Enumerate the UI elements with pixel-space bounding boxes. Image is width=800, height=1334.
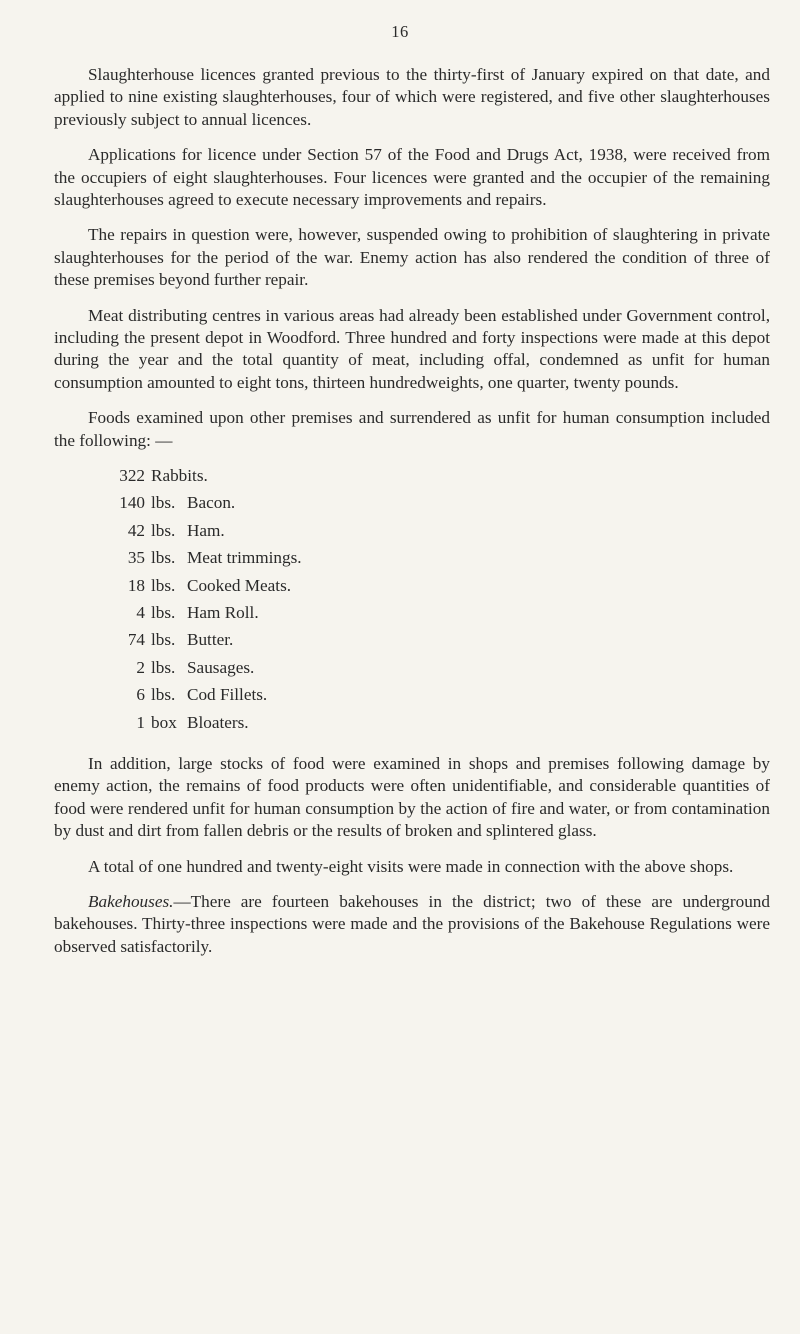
list-item <box>54 492 770 519</box>
list-item <box>54 684 770 711</box>
item-description: Ham Roll. <box>187 603 259 623</box>
item-unit: lbs. <box>151 548 176 568</box>
item-description: Bacon. <box>187 493 236 513</box>
list-item <box>54 575 770 602</box>
item-quantity: 35 <box>127 548 145 568</box>
body-text <box>54 64 770 971</box>
paragraph-shop-visits: A total of one hundred and twenty-eight visits were made in connection with the above shops. <box>88 856 734 876</box>
item-description: Rabbits. <box>151 466 208 486</box>
paragraph-meat-distributing-centres: Meat distributing centres in various areas had already been established under Government control, including the present depot in Woodford. Three hundred and forty inspections were made at this depot during the year and the total quantity of meat, including offal, condemned as unfit for human consumption amounted to eight tons, thirteen hundredweights, one quarter, twenty pounds. <box>54 305 770 392</box>
item-quantity: 74 <box>127 630 145 650</box>
page-number: 16 <box>391 22 409 41</box>
item-quantity: 4 <box>136 603 145 623</box>
item-description: Bloaters. <box>187 712 249 732</box>
list-item <box>54 657 770 684</box>
item-description: Sausages. <box>187 657 255 677</box>
item-quantity: 322 <box>119 466 145 486</box>
item-quantity: 1 <box>136 712 145 732</box>
item-unit: lbs. <box>151 493 176 513</box>
item-unit: lbs. <box>151 575 176 595</box>
item-description: Meat trimmings. <box>187 548 302 568</box>
item-unit: lbs. <box>151 520 176 540</box>
list-item <box>54 712 770 739</box>
item-unit: lbs. <box>151 657 176 677</box>
item-quantity: 6 <box>136 685 145 705</box>
condemned-foods-list <box>54 465 770 739</box>
paragraph-foods-examined-intro: Foods examined upon other premises and surrendered as unfit for human consumption included the following: — <box>54 408 770 450</box>
item-unit: box <box>151 712 177 732</box>
item-description: Cooked Meats. <box>187 575 292 595</box>
item-quantity: 42 <box>127 520 145 540</box>
paragraph-enemy-action-damage: In addition, large stocks of food were examined in shops and premises following damage by enemy action, the remains of food products were often unidentifiable, and considerable quantities of food were rendered unfit for human consumption by the action of fire and water, or from contamination by dust and dirt from fallen debris or the results of broken and splintered glass. <box>54 754 770 841</box>
item-description: Butter. <box>187 630 234 650</box>
item-quantity: 18 <box>127 575 145 595</box>
list-item <box>54 602 770 629</box>
item-unit: lbs. <box>151 685 176 705</box>
item-quantity: 2 <box>136 657 145 677</box>
list-item <box>54 465 770 492</box>
paragraph-repairs-suspended: The repairs in question were, however, suspended owing to prohibition of slaughtering in private slaughterhouses for the period of the war. Enemy action has also rendered the condition of three of these premises beyond further repair. <box>54 225 770 290</box>
bakehouses-heading: Bakehouses. <box>88 892 174 912</box>
list-item <box>54 547 770 574</box>
item-description: Cod Fillets. <box>187 685 268 705</box>
paragraph-slaughterhouse-licences: Slaughterhouse licences granted previous to the thirty-first of January expired on that date, and applied to nine existing slaughterhouses, four of which were registered, and five other slaughterhouses previously subject to annual licences. <box>54 65 770 129</box>
paragraph-licence-applications: Applications for licence under Section 57 of the Food and Drugs Act, 1938, were received from the occupiers of eight slaughterhouses. Four licences were granted and the occupier of the remaining slaughterhouses agreed to execute necessary improvements and repairs. <box>54 145 770 210</box>
list-item <box>54 629 770 656</box>
bakehouses-text: —There are fourteen bakehouses in the district; two of these are underground bakehouses. Thirty-three inspections were made and the provisions of the Bakehouse Regulations were observed satisfactorily. <box>54 892 770 956</box>
list-item <box>54 520 770 547</box>
paragraph-bakehouses <box>54 891 770 958</box>
item-quantity: 140 <box>119 493 145 513</box>
item-unit: lbs. <box>151 630 176 650</box>
item-description: Ham. <box>187 520 225 540</box>
item-unit: lbs. <box>151 603 176 623</box>
